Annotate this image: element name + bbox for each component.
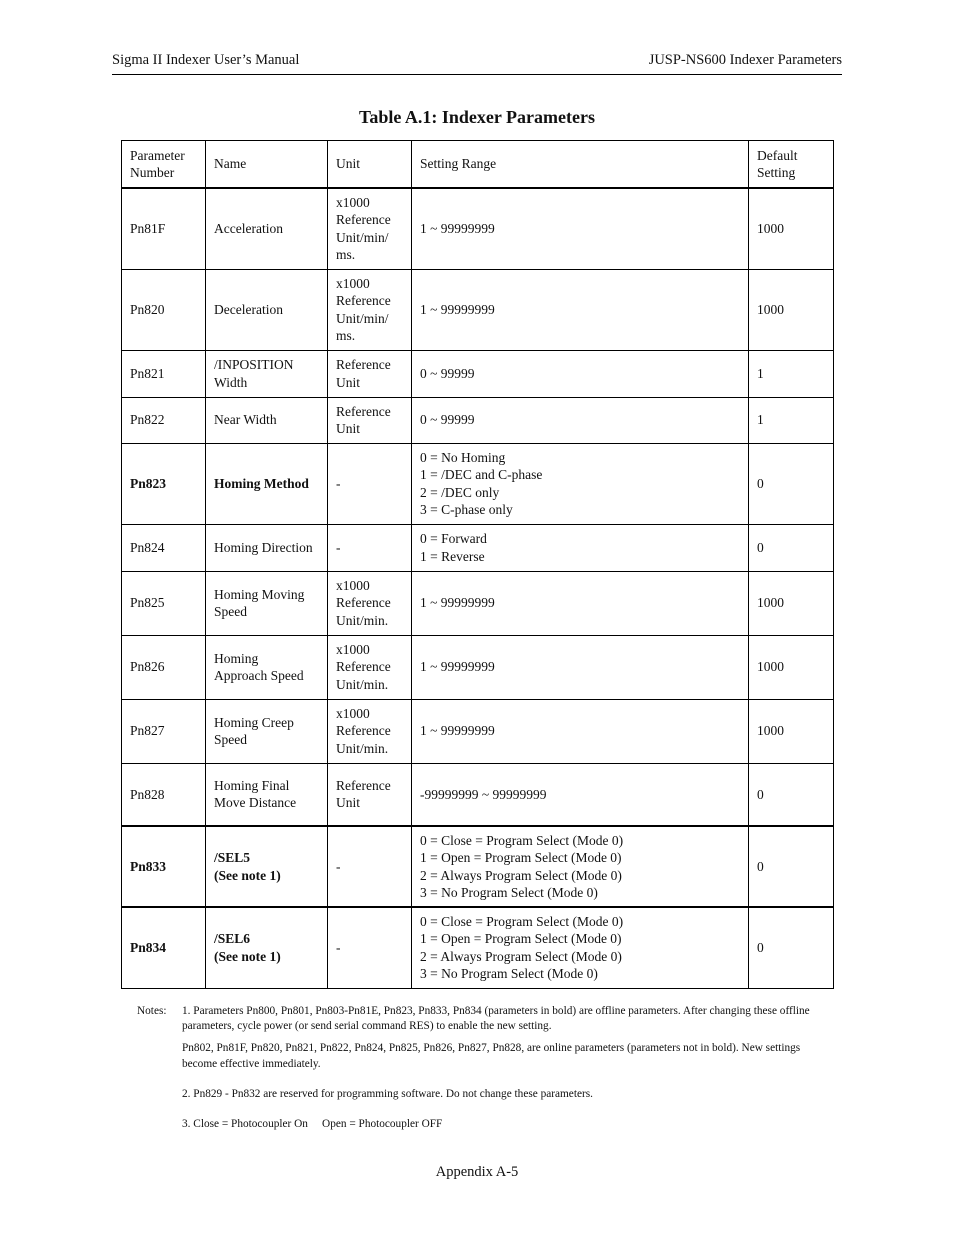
default-setting: 1000	[749, 188, 834, 269]
parameter-unit: -	[328, 524, 412, 571]
section-title: JUSP-NS600 Indexer Parameters	[648, 52, 842, 68]
parameter-unit: Reference Unit	[328, 350, 412, 397]
parameter-unit: x1000 Reference Unit/min.	[328, 571, 412, 635]
parameter-number: Pn828	[122, 763, 206, 826]
parameter-unit: Reference Unit	[328, 763, 412, 826]
table-row	[122, 188, 834, 269]
parameter-number: Pn822	[122, 397, 206, 443]
parameter-number: Pn825	[122, 571, 206, 635]
table-row	[122, 397, 834, 443]
table-row	[122, 826, 834, 907]
parameter-number: Pn821	[122, 350, 206, 397]
default-setting: 1000	[749, 635, 834, 699]
column-header: Setting Range	[412, 141, 749, 189]
notes-label: Notes:	[137, 1005, 167, 1017]
default-setting: 0	[749, 907, 834, 988]
table-row	[122, 635, 834, 699]
note-2: 2. Pn829 - Pn832 are reserved for programming software. Do not change these parameters.	[182, 1087, 593, 1100]
default-setting: 1000	[749, 571, 834, 635]
parameter-unit: -	[328, 443, 412, 524]
table-row	[122, 350, 834, 397]
default-setting: 1000	[749, 699, 834, 763]
default-setting: 1	[749, 350, 834, 397]
parameter-number: Pn826	[122, 635, 206, 699]
manual-title: Sigma II Indexer User’s Manual	[112, 52, 300, 68]
parameter-number: Pn834	[122, 907, 206, 988]
parameter-unit: -	[328, 907, 412, 988]
note-1-offline: 1. Parameters Pn800, Pn801, Pn803-Pn81E, Pn823, Pn833, Pn834 (parameters in bold) are offline parameters. After changing these offline parameters, cycle power (or send serial command RES) to enable the new setting.	[182, 1005, 810, 1033]
table-row	[122, 571, 834, 635]
running-header	[112, 52, 842, 75]
table-row	[122, 443, 834, 524]
default-setting: 1	[749, 397, 834, 443]
parameter-name: Homing Moving Speed	[206, 571, 328, 635]
parameter-unit: x1000 Reference Unit/min/ ms.	[328, 269, 412, 350]
default-setting: 0	[749, 524, 834, 571]
setting-range: 1 ~ 99999999	[412, 635, 749, 699]
setting-range: 1 ~ 99999999	[412, 269, 749, 350]
parameter-name: Near Width	[206, 397, 328, 443]
setting-range: -99999999 ~ 99999999	[412, 763, 749, 826]
default-setting: 1000	[749, 269, 834, 350]
table-header-row	[122, 141, 834, 189]
parameter-number: Pn827	[122, 699, 206, 763]
table-row	[122, 524, 834, 571]
parameter-number: Pn824	[122, 524, 206, 571]
parameter-number: Pn833	[122, 826, 206, 907]
table-row	[122, 699, 834, 763]
parameter-number: Pn81F	[122, 188, 206, 269]
table-title: Table A.1: Indexer Parameters	[359, 107, 595, 127]
parameter-name: /SEL5 (See note 1)	[206, 826, 328, 907]
setting-range: 0 ~ 99999	[412, 350, 749, 397]
setting-range: 0 = No Homing 1 = /DEC and C-phase 2 = /DEC only 3 = C-phase only	[412, 443, 749, 524]
parameter-number: Pn823	[122, 443, 206, 524]
column-header: Unit	[328, 141, 412, 189]
default-setting: 0	[749, 443, 834, 524]
parameter-unit: x1000 Reference Unit/min/ ms.	[328, 188, 412, 269]
page-footer: Appendix A-5	[435, 1164, 519, 1180]
setting-range: 1 ~ 99999999	[412, 188, 749, 269]
parameter-unit: x1000 Reference Unit/min.	[328, 699, 412, 763]
note-1-online: Pn802, Pn81F, Pn820, Pn821, Pn822, Pn824, Pn825, Pn826, Pn827, Pn828, are online parameters (parameters not in bold). New settings become effective immediately.	[182, 1042, 801, 1070]
parameter-name: /SEL6 (See note 1)	[206, 907, 328, 988]
parameter-unit: Reference Unit	[328, 397, 412, 443]
parameter-name: Acceleration	[206, 188, 328, 269]
setting-range: 0 = Close = Program Select (Mode 0) 1 = Open = Program Select (Mode 0) 2 = Always Program Select (Mode 0) 3 = No Program Select (Mode 0)	[412, 826, 749, 907]
parameter-name: Homing Direction	[206, 524, 328, 571]
parameter-name: Homing Creep Speed	[206, 699, 328, 763]
setting-range: 1 ~ 99999999	[412, 571, 749, 635]
default-setting: 0	[749, 826, 834, 907]
default-setting: 0	[749, 763, 834, 826]
setting-range: 1 ~ 99999999	[412, 699, 749, 763]
indexer-parameters-table	[121, 140, 834, 989]
parameter-name: Homing Method	[206, 443, 328, 524]
setting-range: 0 = Close = Program Select (Mode 0) 1 = Open = Program Select (Mode 0) 2 = Always Program Select (Mode 0) 3 = No Program Select (Mode 0)	[412, 907, 749, 988]
table-row	[122, 269, 834, 350]
parameter-unit: x1000 Reference Unit/min.	[328, 635, 412, 699]
table-row	[122, 763, 834, 826]
parameter-name: Deceleration	[206, 269, 328, 350]
table-row	[122, 907, 834, 988]
parameter-unit: -	[328, 826, 412, 907]
setting-range: 0 = Forward 1 = Reverse	[412, 524, 749, 571]
column-header: Default Setting	[749, 141, 834, 189]
parameter-number: Pn820	[122, 269, 206, 350]
column-header: Parameter Number	[122, 141, 206, 189]
parameter-name: Homing Final Move Distance	[206, 763, 328, 826]
notes-body	[182, 1004, 822, 1132]
column-header: Name	[206, 141, 328, 189]
parameter-name: /INPOSITION Width	[206, 350, 328, 397]
setting-range: 0 ~ 99999	[412, 397, 749, 443]
note-3: 3. Close = Photocoupler On Open = Photocoupler OFF	[182, 1118, 443, 1131]
parameter-name: Homing Approach Speed	[206, 635, 328, 699]
